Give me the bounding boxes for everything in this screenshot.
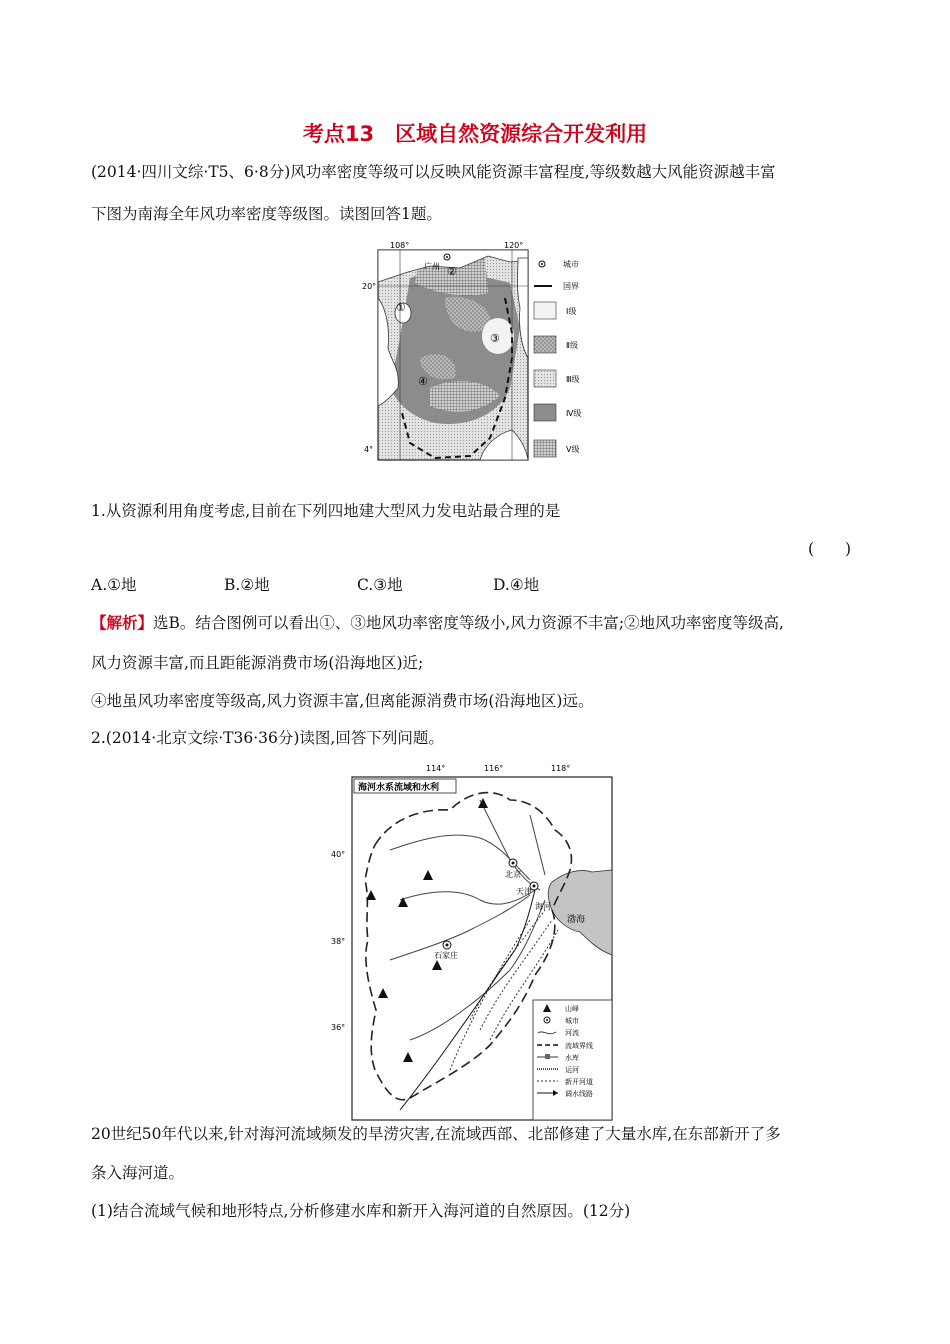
option-d: D.④地 xyxy=(493,576,540,594)
legend-level-3: Ⅲ级 xyxy=(566,375,580,384)
site-3-marker: ③ xyxy=(490,332,500,345)
q1-intro-line1: (2014·四川文综·T5、6·8分)风功率密度等级可以反映风能资源丰富程度,等级数越大风能资源越丰富 xyxy=(91,163,776,181)
legend-city: 城市 xyxy=(565,1017,579,1025)
river-label-haihe: 海河 xyxy=(535,902,551,911)
q2-para-line1: 20世纪50年代以来,针对海河流域频发的旱涝灾害,在流域西部、北部修建了大量水库,在东部新开了多 xyxy=(91,1125,781,1143)
city-label-shijiazhuang: 石家庄 xyxy=(434,951,458,960)
analysis-text1: 选B。结合图例可以看出①、③地风功率密度等级小,风力资源不丰富;②地风功率密度等级高, xyxy=(153,614,784,632)
sea-label-bohai: 渤海 xyxy=(567,915,586,925)
legend-level-2: Ⅱ级 xyxy=(566,341,578,350)
analysis-line1 xyxy=(91,611,871,633)
lon-label-108: 108° xyxy=(390,241,410,250)
legend-reservoir: 水库 xyxy=(565,1054,579,1062)
lon-label-114: 114° xyxy=(426,764,446,773)
legend-new-channel: 新开河道 xyxy=(565,1078,593,1086)
q2-intro: 2.(2014·北京文综·T36·36分)读图,回答下列问题。 xyxy=(91,729,444,747)
legend-level-1: Ⅰ级 xyxy=(566,307,577,316)
analysis-line3: ④地虽风功率密度等级高,风力资源丰富,但离能源消费市场(沿海地区)远。 xyxy=(91,692,594,710)
q2-para-line2: 条入海河道。 xyxy=(91,1164,185,1182)
site-2-marker: ② xyxy=(447,265,457,278)
legend-peak: 山峰 xyxy=(565,1005,579,1013)
q1-question: 1.从资源利用角度考虑,目前在下列四地建大型风力发电站最合理的是 xyxy=(91,502,561,520)
lon-label-116: 116° xyxy=(484,764,504,773)
map-title: 海河水系流域和水利 xyxy=(358,783,440,793)
lat-label-36: 36° xyxy=(331,1023,346,1032)
lat-label-4: 4° xyxy=(364,445,374,454)
site-1-marker: ① xyxy=(396,301,406,314)
lat-label-38: 38° xyxy=(331,937,346,946)
lon-label-118: 118° xyxy=(551,764,571,773)
site-4-marker: ④ xyxy=(418,375,428,388)
answer-blank: ( ) xyxy=(808,540,852,558)
option-b: B.②地 xyxy=(224,576,270,594)
option-a: A.①地 xyxy=(91,576,137,594)
lon-label-120: 120° xyxy=(504,241,524,250)
city-label-guangzhou: 广州 xyxy=(424,262,440,271)
legend-border: 国界 xyxy=(563,282,579,291)
legend-basin-boundary: 流域界线 xyxy=(565,1042,593,1050)
legend-level-5: Ⅴ级 xyxy=(566,445,580,454)
city-label-beijing: 北京 xyxy=(505,870,521,879)
south-china-sea-wind-map xyxy=(360,238,600,466)
lat-label-20: 20° xyxy=(362,282,377,291)
legend-river: 河流 xyxy=(565,1029,579,1037)
haihe-basin-map xyxy=(330,760,615,1122)
option-c: C.③地 xyxy=(357,576,403,594)
analysis-tag: 【解析】 xyxy=(91,613,154,632)
city-label-tianjin: 天津 xyxy=(516,887,532,896)
legend-canal: 运河 xyxy=(565,1066,579,1074)
lat-label-40: 40° xyxy=(331,850,346,859)
legend-level-4: Ⅳ级 xyxy=(566,409,582,418)
legend-water-transfer: 调水线路 xyxy=(565,1090,593,1098)
analysis-line2: 风力资源丰富,而且距能源消费市场(沿海地区)近; xyxy=(91,654,424,672)
page-title: 考点13 区域自然资源综合开发利用 xyxy=(302,122,648,146)
q1-intro-line2: 下图为南海全年风功率密度等级图。读图回答1题。 xyxy=(91,205,442,223)
legend-city: 城市 xyxy=(563,260,579,269)
q2-sub1: (1)结合流域气候和地形特点,分析修建水库和新开入海河道的自然原因。(12分) xyxy=(91,1202,631,1220)
